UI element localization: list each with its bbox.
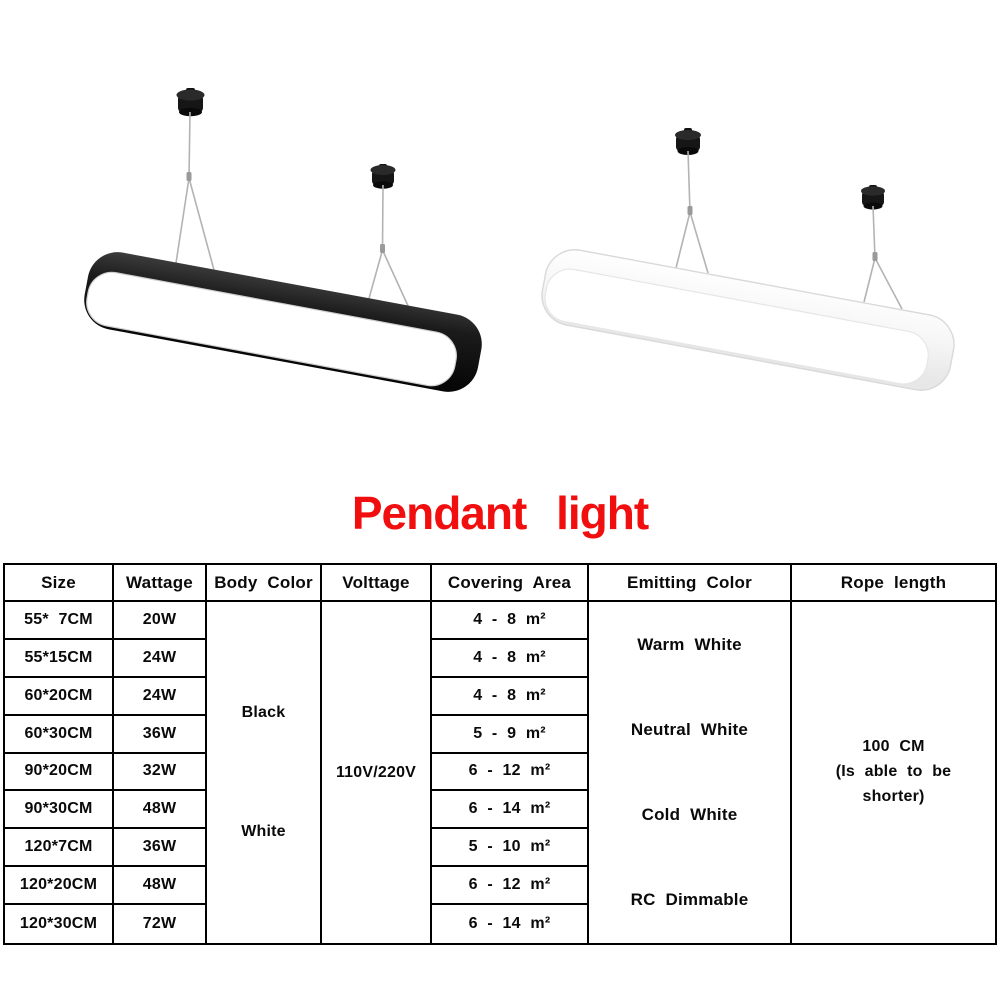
covering-area-cell: 5 - 9 m² <box>432 716 589 754</box>
col-header-body-color: Body Color <box>207 565 322 602</box>
suspension-wire <box>176 112 214 270</box>
size-cell: 55*15CM <box>5 640 114 678</box>
wattage-cell: 32W <box>114 754 207 792</box>
wire-connector <box>380 244 385 253</box>
suspension-wire <box>864 206 902 309</box>
size-cell: 90*30CM <box>5 791 114 829</box>
emitting-color-cell <box>589 602 792 943</box>
wire-connector <box>187 172 192 181</box>
covering-area-cell: 6 - 12 m² <box>432 754 589 792</box>
covering-area-cell: 4 - 8 m² <box>432 678 589 716</box>
size-cell: 120*7CM <box>5 829 114 867</box>
covering-area-cell: 5 - 10 m² <box>432 829 589 867</box>
ceiling-canopy-icon <box>861 185 885 210</box>
wattage-cell: 24W <box>114 640 207 678</box>
size-cell: 120*30CM <box>5 905 114 943</box>
spec-table <box>3 563 997 945</box>
wattage-cell: 72W <box>114 905 207 943</box>
col-header-size: Size <box>5 565 114 602</box>
wire-connector <box>873 252 878 261</box>
wattage-cell: 48W <box>114 867 207 905</box>
body-color-cell <box>207 602 322 943</box>
col-header-emitting-color: Emitting Color <box>589 565 792 602</box>
col-header-covering-area: Covering Area <box>432 565 589 602</box>
white-pendant-photo <box>537 128 959 395</box>
col-header-voltage: Volttage <box>322 565 432 602</box>
body-color-black-label: Black <box>241 703 286 721</box>
wattage-cell: 48W <box>114 791 207 829</box>
ceiling-canopy-icon <box>675 128 701 155</box>
wattage-cell: 20W <box>114 602 207 640</box>
wattage-cell: 36W <box>114 829 207 867</box>
size-cell: 60*30CM <box>5 716 114 754</box>
black-pendant-photo <box>79 88 487 397</box>
ceiling-canopy-icon <box>177 88 205 116</box>
wattage-cell: 24W <box>114 678 207 716</box>
rope-length-value: 100 CM <box>862 738 925 756</box>
emitting-rc-dimmable-label: RC Dimmable <box>630 890 749 910</box>
wattage-cell: 36W <box>114 716 207 754</box>
page-title: Pendant light <box>351 487 649 539</box>
size-cell: 55* 7CM <box>5 602 114 640</box>
covering-area-cell: 6 - 12 m² <box>432 867 589 905</box>
rope-length-cell <box>792 602 995 943</box>
product-photos <box>0 0 1000 492</box>
emitting-warm-white-label: Warm White <box>637 634 742 654</box>
size-cell: 60*20CM <box>5 678 114 716</box>
body-color-white-label: White <box>241 823 286 841</box>
emitting-neutral-white-label: Neutral White <box>630 719 749 739</box>
voltage-value: 110V/220V <box>335 763 417 781</box>
covering-area-cell: 6 - 14 m² <box>432 791 589 829</box>
size-cell: 120*20CM <box>5 867 114 905</box>
emitting-cold-white-label: Cold White <box>641 805 738 825</box>
voltage-cell <box>322 602 432 943</box>
col-header-rope-length: Rope length <box>792 565 995 602</box>
col-header-wattage: Wattage <box>114 565 207 602</box>
wire-connector <box>688 206 693 215</box>
covering-area-cell: 4 - 8 m² <box>432 640 589 678</box>
rope-length-note-line2: shorter) <box>862 787 925 805</box>
covering-area-cell: 6 - 14 m² <box>432 905 589 943</box>
covering-area-cell: 4 - 8 m² <box>432 602 589 640</box>
rope-length-note-line1: (Is able to be <box>835 763 952 781</box>
suspension-wire <box>368 185 409 308</box>
size-cell: 90*20CM <box>5 754 114 792</box>
